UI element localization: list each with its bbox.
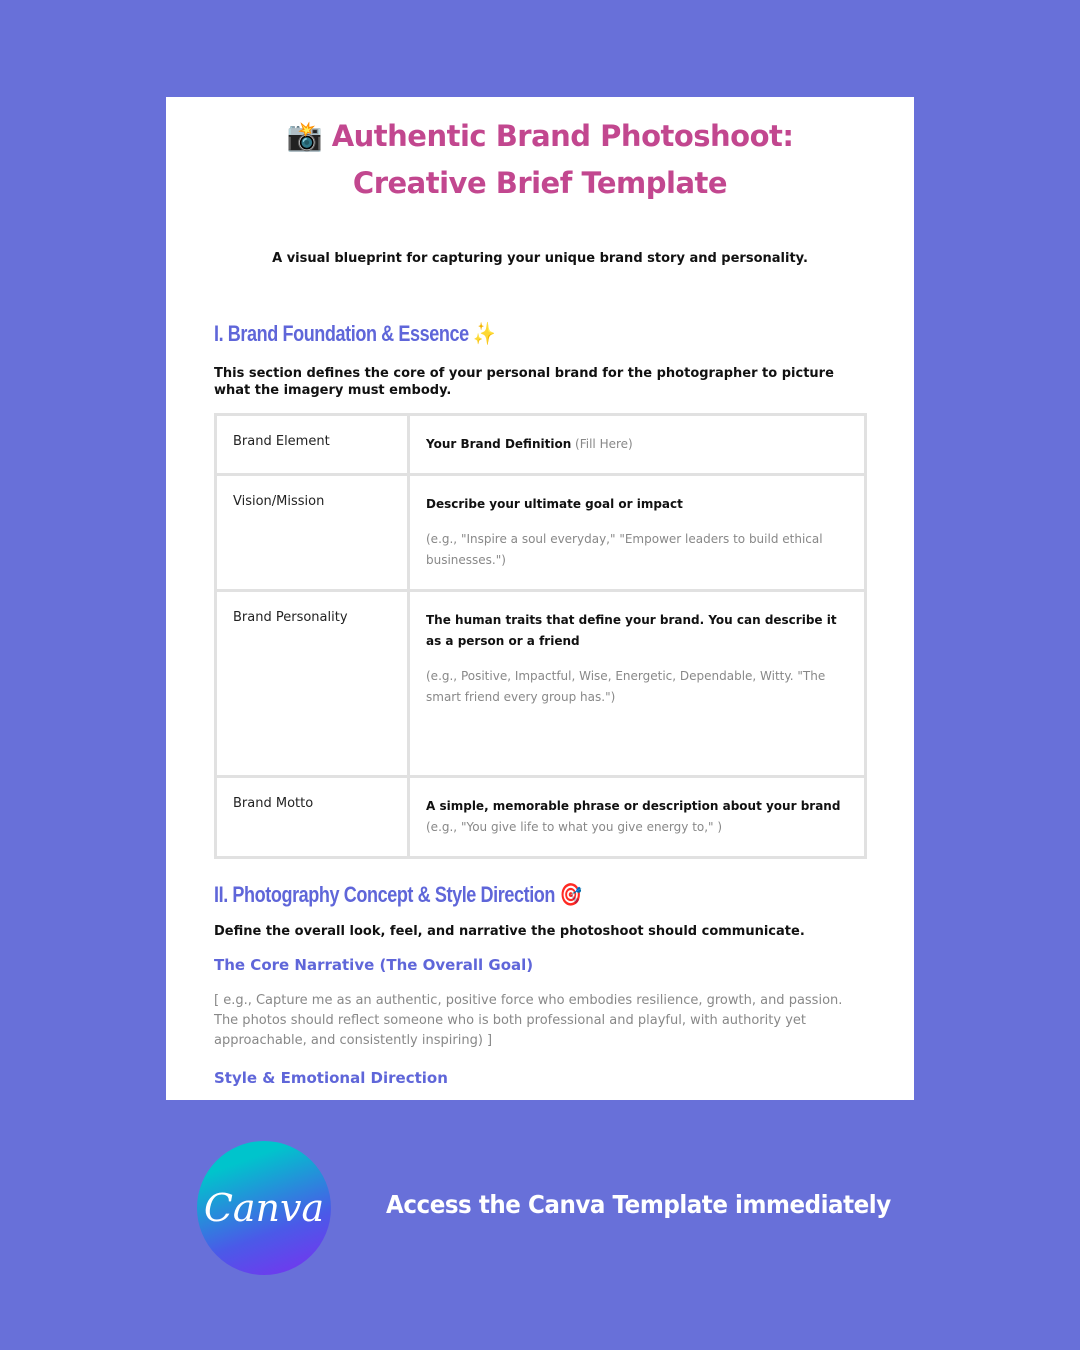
subtitle: A visual blueprint for capturing your unique brand story and personality. (272, 251, 808, 266)
canva-logo-text: Canva (203, 1186, 325, 1230)
brand-table (214, 413, 867, 859)
row-example: (e.g., Positive, Impactful, Wise, Energetic, Dependable, Witty. "The smart friend every group has.") (426, 669, 826, 704)
table-header-row (216, 415, 866, 475)
header-note: (Fill Here) (571, 437, 633, 451)
table-row (216, 475, 866, 591)
section1-intro: This section defines the core of your personal brand for the photographer to picture what the imagery must embody. (214, 366, 834, 398)
section1-heading: I. Brand Foundation & Essence ✨ (214, 321, 496, 346)
row-value[interactable] (409, 475, 866, 591)
core-narrative-text: [ e.g., Capture me as an authentic, positive force who embodies resilience, growth, and passion. The photos should reflect someone who is both professional and playful, with authority yet approachable, and consistently inspiring) ] (214, 993, 843, 1048)
row-prompt: A simple, memorable phrase or description about your brand (426, 799, 841, 813)
section2-heading: II. Photography Concept & Style Direction 🎯 (214, 882, 582, 907)
canva-logo[interactable] (197, 1141, 331, 1275)
table-row (216, 777, 866, 858)
row-value[interactable] (409, 777, 866, 858)
cta-link[interactable]: Access the Canva Template immediately (386, 1190, 891, 1219)
row-label: Brand Motto (216, 777, 409, 858)
row-label: Brand Personality (216, 591, 409, 777)
row-prompt: The human traits that define your brand. You can describe it as a person or a friend (426, 613, 837, 648)
row-value[interactable] (409, 591, 866, 777)
table-row (216, 591, 866, 777)
header-cell (409, 415, 866, 475)
title-line-2: Creative Brief Template (352, 166, 728, 200)
style-direction-heading: Style & Emotional Direction (214, 1069, 448, 1087)
row-example: (e.g., "Inspire a soul everyday," "Empower leaders to build ethical businesses.") (426, 532, 823, 567)
header-bold: Your Brand Definition (426, 437, 572, 451)
row-example: (e.g., "You give life to what you give energy to," ) (426, 820, 723, 834)
core-narrative-heading: The Core Narrative (The Overall Goal) (214, 956, 534, 974)
row-prompt: Describe your ultimate goal or impact (426, 497, 683, 511)
title-line-1: 📸 Authentic Brand Photoshoot: (286, 119, 794, 153)
row-label: Vision/Mission (216, 475, 409, 591)
document-page (166, 97, 914, 1100)
section2-intro: Define the overall look, feel, and narrative the photoshoot should communicate. (214, 924, 805, 939)
header-cell: Brand Element (216, 415, 409, 475)
